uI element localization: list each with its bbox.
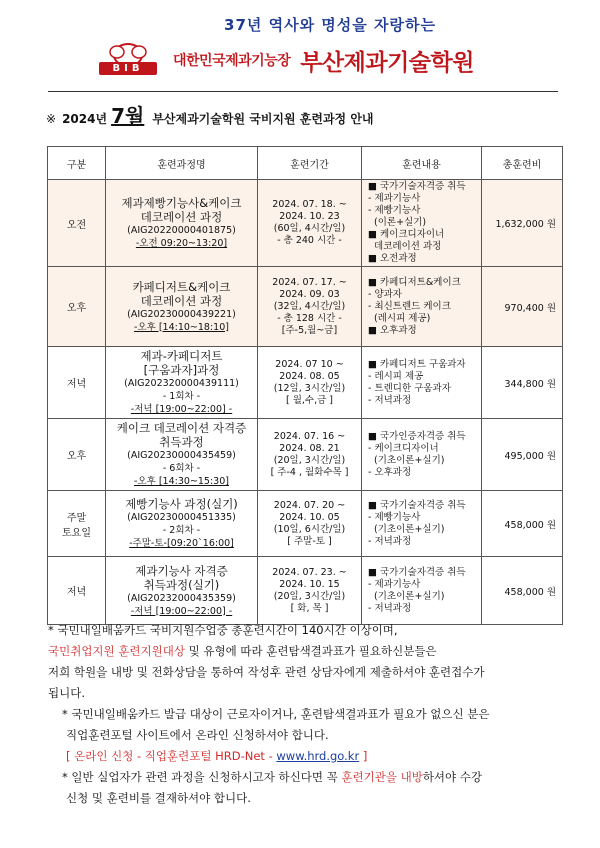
course-name-line-2: 취득과정 (159, 435, 204, 449)
course-code: (AIG20230000435459) (127, 450, 236, 461)
header-row (95, 38, 474, 82)
course-code: (AIG20230000451335) (127, 512, 236, 523)
course-content (362, 557, 482, 625)
course-round: - 1회차 - (162, 391, 201, 402)
note-1-red-text: 국민취업지원 훈련지원대상 (48, 644, 185, 658)
course-type (48, 419, 106, 491)
course-content-item: - 케이크디자이너 (368, 442, 439, 454)
title-year: 2024년 (62, 112, 108, 126)
course-period (258, 419, 362, 491)
course-content-item: - 저녁과정 (368, 535, 412, 547)
course-period-line: 2024. 07. 20 ~ (273, 499, 346, 511)
course-content-item: - 양과자 (368, 288, 402, 300)
course-time: -저녁 [19:00~22:00] - (130, 404, 233, 415)
course-type (48, 557, 106, 625)
course-name (106, 267, 258, 347)
course-fee: 1,632,000 원 (482, 180, 563, 267)
course-period-line: [주-5,월~금] (281, 324, 338, 336)
course-fee: 495,000 원 (482, 419, 563, 491)
course-fee: 344,800 원 (482, 347, 563, 419)
course-name-line-1: 카페디저트&케이크 (132, 279, 231, 294)
course-content-item: ■ 카페디저트 구움과자 (368, 358, 466, 370)
course-period-line: (10일, 6시간/일) (273, 523, 346, 535)
course-content-item: ■ 카페디저트&케이크 (368, 276, 461, 288)
course-content (362, 180, 482, 267)
course-content (362, 419, 482, 491)
course-content-item: - 제빵기능사 (368, 205, 421, 216)
course-code: (AIG20230000439221) (127, 308, 236, 320)
header-content: 훈련내용 (362, 147, 482, 180)
course-period-line: (60일, 4시간/일) (273, 223, 346, 234)
bib-logo (95, 38, 161, 82)
org-name: 부산제과기술학원 (300, 49, 474, 76)
course-time: -주말-토-[09:20`16:00] (129, 538, 234, 549)
course-period-line: - 총 240 시간 - (277, 235, 342, 246)
course-content-item: (이론+실기) (368, 217, 427, 228)
course-period-line: 2024. 09. 03 (279, 288, 340, 300)
note-2-online (48, 746, 558, 767)
course-period-line: 2024. 10. 05 (279, 511, 340, 523)
course-period-line: 2024. 10. 15 (279, 578, 340, 590)
course-name-line-1: 제과제빵기능사&케이크 (121, 196, 242, 210)
org-subtitle: 대한민국제과기능장 (173, 53, 291, 69)
course-content-item: (기초이론+실기) (368, 454, 445, 466)
note-1-line-4: 됩니다. (48, 686, 85, 700)
course-name (106, 491, 258, 557)
course-type (48, 267, 106, 347)
course-code: (AIG20220000401875) (127, 225, 236, 236)
course-content-item: ■ 국가기술자격증 취득 (368, 181, 466, 192)
note-1-line-1: * 국민내일배움카드 국비지원수업중 총훈련시간이 140시간 이상이며, (48, 623, 398, 637)
course-content-item: (레시피 제공) (368, 312, 431, 324)
header-course-name: 훈련과정명 (106, 147, 258, 180)
note-1-line-3: 저희 학원을 내방 및 전화상담을 통하여 작성후 관련 상담자에게 제출하셔야 훈련접수가 (48, 665, 485, 679)
course-content-item: - 최신트렌드 케이크 (368, 300, 451, 312)
note-3-text-a: * 일반 실업자가 관련 과정을 신청하시고자 하신다면 꼭 (62, 770, 342, 784)
course-content-item: - 저녁과정 (368, 394, 412, 406)
header-period: 훈련기간 (258, 147, 362, 180)
course-content-item: 데코레이션 과정 (368, 241, 442, 252)
title-asterisk: ※ (46, 112, 57, 126)
course-type-line: 저녁 (66, 379, 87, 390)
course-period-line: (32일, 4시간/일) (273, 300, 346, 312)
course-name-line-1: 제과기능사 자격증 (135, 563, 228, 578)
course-table (47, 146, 563, 625)
course-period-line: - 총 128 시간 - (277, 312, 342, 324)
header-type: 구분 (48, 147, 106, 180)
note-1-line-2 (48, 641, 558, 662)
course-period-line: [ 월,수,금 ] (285, 394, 334, 406)
course-content-item: (기초이론+실기) (368, 590, 445, 602)
course-type-line: 오전 (66, 219, 87, 231)
course-name (106, 557, 258, 625)
note-3-line-1 (48, 767, 558, 788)
course-name-line-2: 취득과정(실기) (143, 577, 220, 592)
course-row (48, 347, 563, 419)
course-name-line-1: 케이크 데코레이션 자격증 (116, 421, 247, 435)
note-1-line-2-rest: 및 유형에 따라 훈련탐색결과표가 필요하신분들은 (184, 644, 437, 658)
course-time: -오전 09:20~13:20] (135, 238, 228, 249)
course-row (48, 491, 563, 557)
course-name-line-2: 데코레이션 과정 (140, 210, 223, 224)
course-period-line: 2024. 07. 17. ~ (272, 276, 347, 288)
course-content (362, 267, 482, 347)
course-content (362, 491, 482, 557)
course-content-item: ■ 오후과정 (368, 324, 417, 336)
course-time: -오후 [14:30~15:30] (134, 476, 229, 487)
course-content-item: ■ 국가기술자격증 취득 (368, 499, 466, 511)
note-2-line-1: * 국민내일배움카드 발급 대상이 근로자이거나, 훈련탐색결과표가 필요가 없으신 분은 (62, 707, 490, 721)
course-period (258, 557, 362, 625)
course-time: -저녁 [19:00~22:00] - (130, 605, 233, 617)
course-time: -오후 [14:10~18:10] (134, 321, 229, 333)
course-row (48, 180, 563, 267)
course-period-line: (20일, 3시간/일) (273, 590, 346, 602)
course-period-line: 2024. 08. 21 (279, 442, 340, 454)
course-period (258, 491, 362, 557)
course-name (106, 347, 258, 419)
note-3-line-2: 신청 및 훈련비를 결재하셔야 합니다. (66, 791, 251, 805)
course-code: (AIG20232000435359) (127, 592, 236, 604)
course-period-line: 2024. 10. 23 (279, 211, 340, 222)
course-content-item: - 저녁과정 (368, 602, 412, 614)
course-name (106, 180, 258, 267)
course-period-line: 2024. 07. 23. ~ (272, 566, 347, 578)
hrd-net-link[interactable]: www.hrd.go.kr (276, 749, 360, 763)
course-period (258, 180, 362, 267)
course-content-item: - 제빵기능사 (368, 511, 421, 523)
course-name-line-1: 제빵기능사 과정(실기) (125, 497, 238, 511)
course-period-line: (20일, 3시간/일) (273, 454, 346, 466)
course-type-line: 토요일 (62, 527, 91, 539)
course-fee: 458,000 원 (482, 557, 563, 625)
logo-text: BIB (112, 63, 144, 74)
course-row (48, 557, 563, 625)
table-header-row (48, 147, 563, 180)
course-period-line: [ 주말-토 ] (287, 535, 332, 547)
course-name-line-1: 제과-카페디저트 (140, 349, 223, 363)
course-code: (AIG202320000439111) (124, 378, 239, 389)
title-month: 7월 (111, 104, 145, 128)
course-content-item: (기초이론+실기) (368, 523, 445, 535)
course-round: - 6회차 - (162, 463, 201, 474)
note-3-text-b: 하셔야 수강 (422, 770, 483, 784)
course-name-line-2: 데코레이션 과정 (140, 293, 223, 308)
course-type-line: 주말 (66, 512, 87, 524)
course-content-item: ■ 국가인증자격증 취득 (368, 430, 466, 442)
course-period-line: 2024. 07. 16 ~ (273, 430, 346, 442)
document-title (46, 100, 374, 129)
header-fee: 총훈련비 (482, 147, 563, 180)
course-period-line: 2024. 08. 05 (279, 370, 340, 382)
course-period-line: [ 주-4 , 월화수목 ] (270, 466, 349, 478)
course-type (48, 180, 106, 267)
online-prefix: [ 온라인 신청 - 직업훈련포털 HRD-Net - (66, 749, 277, 763)
online-suffix: ] (359, 749, 368, 763)
course-round: - 2회차 - (162, 525, 201, 536)
course-period-line: 2024. 07 10 ~ (275, 358, 344, 370)
course-fee: 458,000 원 (482, 491, 563, 557)
title-text: 부산제과기술학원 국비지원 훈련과정 안내 (152, 112, 374, 126)
course-row (48, 419, 563, 491)
course-content-item: ■ 오전과정 (368, 253, 417, 264)
course-type (48, 491, 106, 557)
course-period (258, 347, 362, 419)
course-type-line: 오후 (66, 451, 87, 462)
course-period-line: 2024. 07. 18. ~ (272, 199, 347, 210)
header-divider (48, 91, 558, 92)
note-3-red-text: 훈련기관을 내방 (341, 770, 423, 784)
slogan: 37년 역사와 명성을 자랑하는 (224, 16, 436, 34)
course-content-item: ■ 국가기술자격증 취득 (368, 566, 466, 578)
course-content-item: - 제과기능사 (368, 578, 421, 590)
course-type (48, 347, 106, 419)
course-content (362, 347, 482, 419)
note-2-line-2: 직업훈련포털 사이트에서 온라인 신청하셔야 합니다. (66, 728, 329, 742)
course-content-item: - 트렌디한 구움과자 (368, 382, 451, 394)
course-row (48, 267, 563, 347)
notes-section (48, 620, 558, 809)
course-name-line-2: [구움과자]과정 (143, 363, 220, 377)
course-content-item: - 제과기능사 (368, 193, 421, 204)
course-type-line: 저녁 (66, 587, 87, 598)
course-period (258, 267, 362, 347)
course-fee: 970,400 원 (482, 267, 563, 347)
course-period-line: (12일, 3시간/일) (273, 382, 346, 394)
course-content-item: - 오후과정 (368, 466, 412, 478)
course-period-line: [ 화, 목 ] (290, 602, 329, 614)
course-name (106, 419, 258, 491)
course-type-line: 오후 (66, 303, 87, 314)
course-content-item: ■ 케이크디자이너 (368, 229, 445, 240)
course-content-item: - 레시피 제공 (368, 370, 424, 382)
